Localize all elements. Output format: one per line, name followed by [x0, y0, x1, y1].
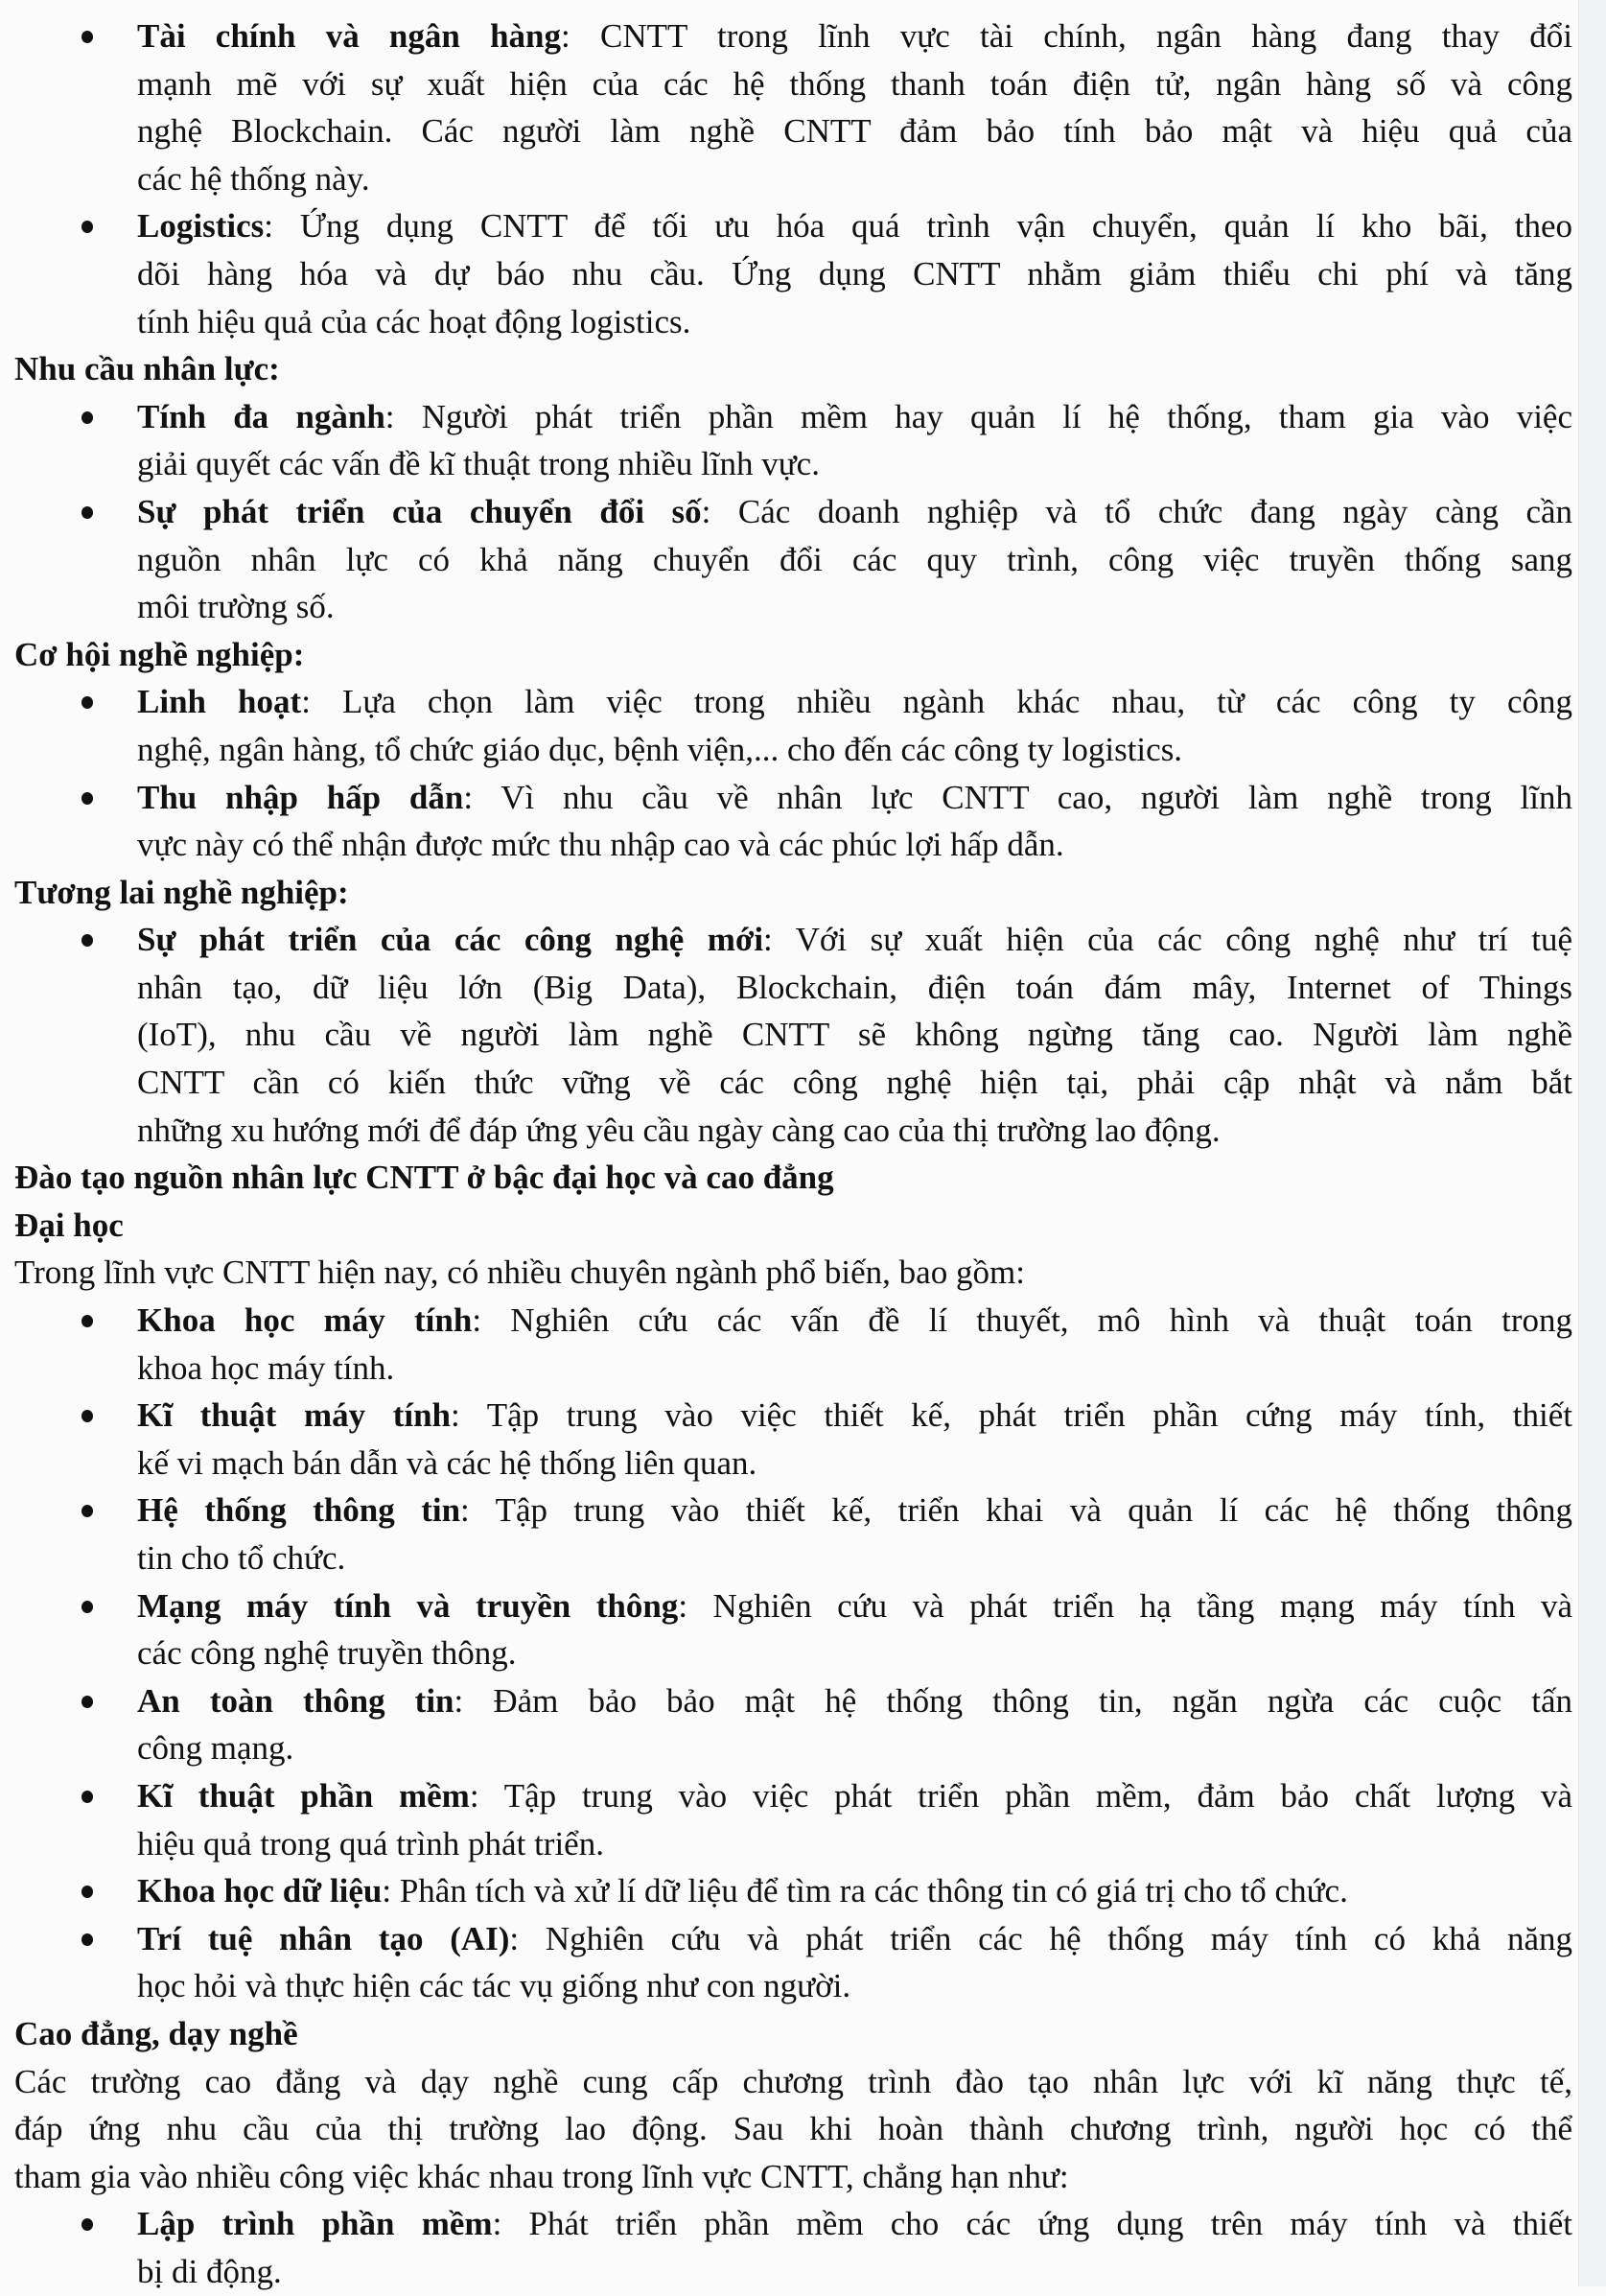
list-item-text: tin cho tổ chức.: [137, 1539, 346, 1577]
list-item-line: [14, 155, 1572, 203]
bullet-icon: [81, 696, 93, 709]
list-item-text: nhân tạo, dữ liệu lớn (Big Data), Blockchain, điện toán đám mây, Internet of Things: [137, 968, 1572, 1006]
list-item-line: [14, 1724, 1572, 1772]
bullet-icon: [81, 1696, 93, 1708]
list-item-line: [14, 536, 1572, 584]
list-item-text: : CNTT trong lĩnh vực tài chính, ngân hàng đang thay đổi: [561, 17, 1572, 55]
list-item: [14, 916, 1572, 1154]
list-item-text: (IoT), nhu cầu về người làm nghề CNTT sẽ không ngừng tăng cao. Người làm nghề: [137, 1016, 1572, 1054]
bullet-icon: [81, 411, 93, 424]
list-item-line: [14, 107, 1572, 155]
list-item-first-line: [14, 2200, 1572, 2248]
list-item-text: : Phát triển phần mềm cho các ứng dụng trên máy tính và thiết: [492, 2205, 1572, 2243]
paragraph-line: đáp ứng nhu cầu của thị trường lao động. Sau khi hoàn thành chương trình, người học có thể: [14, 2110, 1572, 2148]
list-item-line: [14, 1345, 1572, 1393]
bullet-icon: [81, 792, 93, 805]
list-item-line: [14, 2248, 1572, 2296]
list-item-first-line: [14, 1392, 1572, 1440]
list-item-term: Sự phát triển của chuyển đổi số: [137, 492, 702, 530]
list-item: [14, 393, 1572, 488]
paragraph-line: tham gia vào nhiều công việc khác nhau trong lĩnh vực CNTT, chẳng hạn như:: [14, 2157, 1069, 2195]
list-item: [14, 1915, 1572, 2010]
section-heading: Đào tạo nguồn nhân lực CNTT ở bậc đại học và cao đẳng: [14, 1159, 834, 1197]
list-item-term: Trí tuệ nhân tạo (AI): [137, 1919, 510, 1957]
list-item-line: [14, 250, 1572, 298]
list-item-text: tính hiệu quả của các hoạt động logistics.: [137, 302, 691, 340]
bullet-icon: [81, 1505, 93, 1517]
list-item-line: [14, 964, 1572, 1012]
list-item-first-line: [14, 488, 1572, 536]
intro-paragraph: Trong lĩnh vực CNTT hiện nay, có nhiều chuyên ngành phổ biến, bao gồm:: [14, 1253, 1025, 1292]
list-item-first-line: [14, 393, 1572, 441]
document-content: [14, 12, 1572, 2296]
section-heading: Cao đẳng, dạy nghề: [14, 2014, 298, 2052]
list-item-line: [14, 1820, 1572, 1868]
list-item-term: Kĩ thuật máy tính: [137, 1396, 452, 1435]
list-item-text: : Tập trung vào việc thiết kế, phát triển phần cứng máy tính, thiết: [451, 1396, 1572, 1435]
list-item-text: vực này có thể nhận được mức thu nhập cao và các phúc lợi hấp dẫn.: [137, 826, 1064, 864]
list-item-text: : Nghiên cứu các vấn đề lí thuyết, mô hình và thuật toán trong: [472, 1301, 1572, 1340]
bullet-icon: [81, 1886, 93, 1898]
section-heading: Nhu cầu nhân lực:: [14, 350, 280, 388]
list-item-text: : Người phát triển phần mềm hay quản lí hệ thống, tham gia vào việc: [384, 397, 1572, 435]
list-item-text: học hỏi và thực hiện các tác vụ giống như con người.: [137, 1967, 851, 2005]
list-item-line: [14, 583, 1572, 631]
list-item-line: [14, 1535, 1572, 1582]
list-item-text: môi trường số.: [137, 588, 335, 626]
list-item: [14, 1487, 1572, 1581]
list-item: [14, 678, 1572, 773]
list-item-text: : Các doanh nghiệp và tổ chức đang ngày càng cần: [701, 492, 1572, 530]
list-item-term: An toàn thông tin: [137, 1681, 454, 1720]
list-item: [14, 1677, 1572, 1772]
list-item-line: [14, 1107, 1572, 1155]
list-item: [14, 1772, 1572, 1867]
bullet-icon: [81, 1601, 93, 1613]
list-item-first-line: [14, 12, 1572, 60]
list-item-text: các hệ thống này.: [137, 159, 370, 198]
list-item-text: khoa học máy tính.: [137, 1348, 395, 1387]
bullet-icon: [81, 1315, 93, 1327]
list-item-first-line: [14, 1582, 1572, 1630]
list-item-line: [14, 1440, 1572, 1488]
bullet-icon: [81, 2218, 93, 2231]
list-item-line: [14, 726, 1572, 774]
list-item: [14, 1297, 1572, 1392]
list-item-text: những xu hướng mới để đáp ứng yêu cầu ngày càng cao của thị trường lao động.: [137, 1111, 1221, 1149]
list-item-text: bị di động.: [137, 2252, 282, 2290]
list-item-first-line: [14, 1867, 1572, 1915]
list-item-term: Tính đa ngành: [137, 397, 385, 435]
section-heading: Tương lai nghề nghiệp:: [14, 873, 349, 911]
list-item-text: CNTT cần có kiến thức vững về các công nghệ hiện tại, phải cập nhật và nắm bắt: [137, 1064, 1572, 1102]
list-item-first-line: [14, 678, 1572, 726]
list-item: [14, 1867, 1572, 1915]
list-item: [14, 202, 1572, 345]
list-item-first-line: [14, 202, 1572, 250]
list-item-text: giải quyết các vấn đề kĩ thuật trong nhiều lĩnh vực.: [137, 445, 820, 483]
list-item-text: nguồn nhân lực có khả năng chuyển đổi các quy trình, công việc truyền thống sang: [137, 540, 1572, 578]
list-item-line: [14, 1629, 1572, 1677]
list-item: [14, 1392, 1572, 1487]
list-item-term: Kĩ thuật phần mềm: [137, 1776, 470, 1815]
list-item-text: nghệ, ngân hàng, tổ chức giáo dục, bệnh viện,... cho đến các công ty logistics.: [137, 730, 1183, 768]
list-item-first-line: [14, 1677, 1572, 1725]
list-item-term: Lập trình phần mềm: [137, 2205, 493, 2243]
list-item-text: công mạng.: [137, 1729, 294, 1768]
section-heading: Cơ hội nghề nghiệp:: [14, 635, 305, 673]
list-item-term: Thu nhập hấp dẫn: [137, 778, 464, 816]
list-item-text: : Tập trung vào việc phát triển phần mềm, đảm bảo chất lượng và: [469, 1776, 1572, 1815]
list-item-line: [14, 440, 1572, 488]
list-item-term: Mạng máy tính và truyền thông: [137, 1586, 679, 1625]
list-item: [14, 1582, 1572, 1677]
list-item-first-line: [14, 774, 1572, 822]
list-item-text: : Tập trung vào thiết kế, triển khai và quản lí các hệ thống thông: [460, 1491, 1573, 1530]
list-item-line: [14, 60, 1572, 108]
list-item: [14, 774, 1572, 869]
list-item: [14, 488, 1572, 631]
list-item-term: Hệ thống thông tin: [137, 1491, 461, 1530]
list-item-line: [14, 1059, 1572, 1107]
bullet-icon: [81, 1933, 93, 1946]
bullet-icon: [81, 934, 93, 947]
list-item-first-line: [14, 1487, 1572, 1535]
list-item-term: Logistics: [137, 207, 265, 246]
bullet-icon: [81, 1791, 93, 1803]
list-item-first-line: [14, 1915, 1572, 1963]
list-item-line: [14, 821, 1572, 869]
list-item-first-line: [14, 1772, 1572, 1820]
list-item-text: các công nghệ truyền thông.: [137, 1634, 517, 1673]
list-item-text: : Đảm bảo bảo mật hệ thống thông tin, ngăn ngừa các cuộc tấn: [454, 1681, 1572, 1720]
bullet-icon: [81, 221, 93, 233]
list-item-text: : Nghiên cứu và phát triển các hệ thống máy tính có khả năng: [509, 1919, 1573, 1957]
bullet-icon: [81, 506, 93, 519]
list-item-term: Linh hoạt: [137, 683, 302, 721]
bullet-icon: [81, 31, 93, 43]
list-item-text: : Lựa chọn làm việc trong nhiều ngành khác nhau, từ các công ty công: [301, 683, 1572, 721]
list-item-term: Sự phát triển của các công nghệ mới: [137, 921, 764, 959]
list-item-text: mạnh mẽ với sự xuất hiện của các hệ thống thanh toán điện tử, ngân hàng số và công: [137, 64, 1572, 103]
list-item-first-line: [14, 916, 1572, 964]
list-item-text: : Nghiên cứu và phát triển hạ tầng mạng máy tính và: [678, 1586, 1573, 1625]
page-edge: [1578, 0, 1606, 2286]
list-item: [14, 2200, 1572, 2295]
list-item-line: [14, 298, 1572, 346]
list-item-term: Khoa học máy tính: [137, 1301, 473, 1340]
list-item-text: hiệu quả trong quá trình phát triển.: [137, 1824, 604, 1863]
list-item-term: Tài chính và ngân hàng: [137, 17, 562, 55]
list-item-text: : Với sự xuất hiện của các công nghệ như trí tuệ: [763, 921, 1572, 959]
list-item-line: [14, 1011, 1572, 1059]
list-item-text: : Phân tích và xử lí dữ liệu để tìm ra các thông tin có giá trị cho tổ chức.: [382, 1872, 1348, 1910]
section-heading: Đại học: [14, 1206, 124, 1244]
paragraph-line: Các trường cao đẳng và dạy nghề cung cấp chương trình đào tạo nhân lực với kĩ năng thực tế,: [14, 2062, 1572, 2100]
list-item-text: kế vi mạch bán dẫn và các hệ thống liên quan.: [137, 1443, 757, 1482]
list-item-text: : Ứng dụng CNTT để tối ưu hóa quá trình vận chuyển, quản lí kho bãi, theo: [264, 207, 1572, 246]
list-item-term: Khoa học dữ liệu: [137, 1872, 383, 1910]
list-item-text: nghệ Blockchain. Các người làm nghề CNTT đảm bảo tính bảo mật và hiệu quả của: [137, 112, 1572, 151]
list-item-first-line: [14, 1297, 1572, 1345]
list-item-text: : Vì nhu cầu về nhân lực CNTT cao, người làm nghề trong lĩnh: [463, 778, 1572, 816]
list-item: [14, 12, 1572, 202]
list-item-text: dõi hàng hóa và dự báo nhu cầu. Ứng dụng CNTT nhằm giảm thiểu chi phí và tăng: [137, 254, 1572, 293]
list-item-line: [14, 1962, 1572, 2010]
bullet-icon: [81, 1410, 93, 1422]
